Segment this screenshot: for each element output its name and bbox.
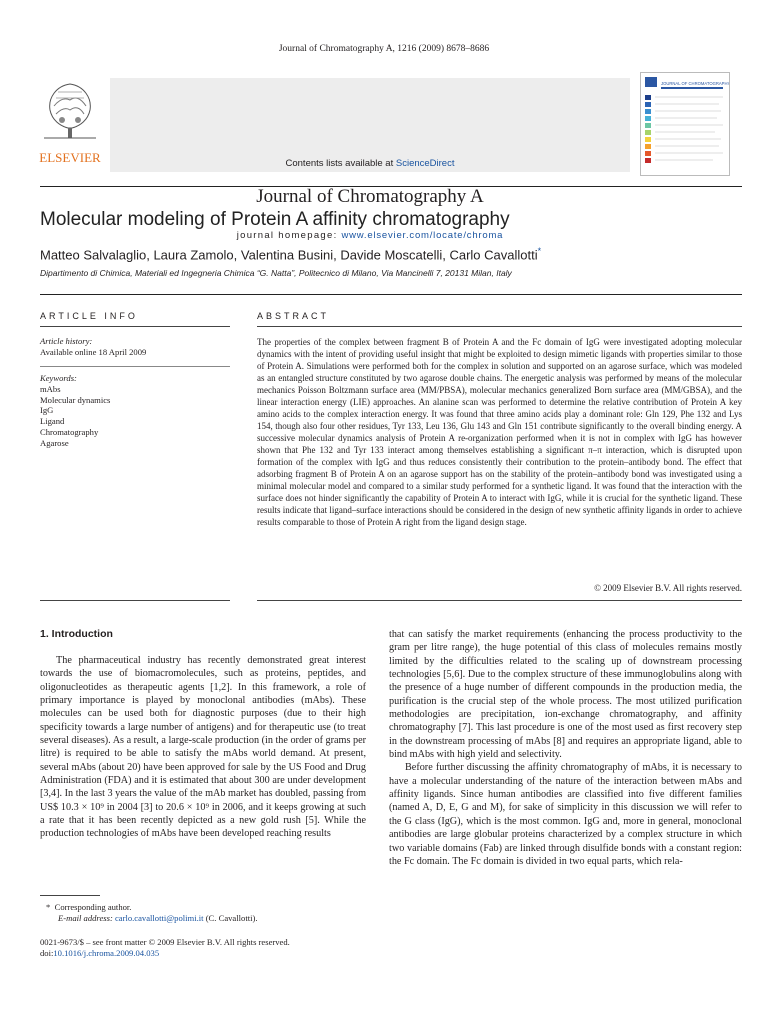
article-info-rule [40, 326, 230, 327]
info-rule [40, 294, 742, 295]
abstract-rule [257, 326, 742, 327]
footnote-rule [40, 895, 100, 896]
article-history [40, 336, 240, 358]
doi-link[interactable]: 10.1016/j.chroma.2009.04.035 [53, 947, 160, 958]
sciencedirect-link[interactable]: ScienceDirect [395, 158, 455, 169]
intro-left-column [40, 654, 366, 841]
footnote-corresponding-text: Corresponding author. [54, 902, 132, 912]
abstract-heading: ABSTRACT [257, 311, 330, 321]
history-label: Article history: [40, 336, 93, 346]
cover-title: JOURNAL OF CHROMATOGRAPHY A [661, 81, 729, 86]
header-rule [40, 186, 742, 187]
abstract-bottom-rule [257, 600, 742, 601]
info-bottom-rule [40, 600, 230, 601]
journal-cover-image [640, 72, 730, 176]
contents-prefix: Contents lists available at [285, 158, 396, 169]
keyword-item: Chromatography [40, 426, 99, 437]
abstract-text: The properties of the complex between fragment B of Protein A and the Fc domain of IgG were investigated adopting molecular dynamics with the intent of providing useful insight that might be exploited to design mimetic ligands with properties similar to those of Protein A. Simulations were performed both for the complex in solution and supported on an agarose surface, which was modeled as an entangled structure constituted by two agarose double chains. The energetic analysis was performed by means of the molecular mechanics Poisson Boltzmann surface area (MM/PBSA), molecular mechanics generalized Born surface area (MM/GBSA), and the linear interaction energy (LIE) approaches. An alanine scan was performed to determine the relative contribution of Protein A key amino acids to the complex interaction energy. It was found that three amino acids play a dominant role: Gln 129, Phe 132 and Lys 154, though also four other residues, Tyr 133, Leu 136, Glu 143 and Gln 151 contribute significantly to the overall binding energy. A successive molecular dynamics analysis of Protein A re-organization performed when it is not in complex with IgG has however shown that Phe 132 and Tyr 133 interact among themselves establishing a significant π–π interaction, which is disrupted upon formation of the complex with IgG and thus reduces consistently their contribution to the protein–antibody bond. The effect that adsorbing fragment B of Protein A on an agarose support has on the stability of the protein–antibody bond was investigated using a minimal molecular model and compared to a similar study performed for a synthetic ligand. It was found that the interaction with the surface does not hinder significantly the capability of Protein A to interact with IgG, while it is crucial for the synthetic ligand. These results indicate that ligand–surface interactions should be considered in the design of new synthetic affinity ligands in order to achieve results comparable to those of Protein A right from the ligand design stage. [257, 337, 742, 527]
authors-text: Matteo Salvalaglio, Laura Zamolo, Valentina Busini, Davide Moscatelli, Carlo Cavallotti [40, 247, 538, 263]
journal-citation: Journal of Chromatography A, 1216 (2009) 8678–8686 [278, 44, 490, 54]
email-link[interactable]: carlo.cavallotti@polimi.it [114, 912, 204, 923]
intro-paragraph-2: that can satisfy the market requirements (enhancing the process productivity to the gram per litre range), the huge potential of this class of molecules remains mostly limited by the difficulties related to the scaling up of downstream processing technologies [5,6]. Due to the complex structure of these immunoglobulins along with the presence of a huge number of different compounds in the production media, the purification is the crucial step of the whole process. The most utilized purification methodologies are precipitation, ion-exchange chromatography, and affinity chromatography [7]. This last procedure is one of the most used as first recovery step in the downstream processing of mAbs [8] and requires an appropriate ligand, able to bind mAbs with high yield and selectivity. [389, 629, 742, 761]
footer-info [40, 937, 380, 959]
keyword-item: IgG [40, 405, 54, 416]
intro-paragraph-1: The pharmaceutical industry has recently demonstrated great interest towards the use of biomacromolecules, such as proteins, peptides, and oligonucleotides as therapeutic agents [1,2]. In this framework, a role of primary importance is played by monoclonal antibodies (mAbs). These molecules can be used both for diagnostic purposes (due to their high specificity towards a large number of antigens) and for therapeutic use (to treat several diseases). As a result, a large-scale production (in the order of grams per litre) is required to be able to satisfy the mAbs world demand. At present, several mAbs (about 20) have been approved for sale by the US Food and Drug Administration (FDA) and it is estimated that about 300 are under development [3,4]. In the last 3 years the value of the mAb market has doubled, passing from US$ 10.3 × 10⁹ in 2004 [3] to 20.6 × 10⁹ in 2006, and it keeps growing at such a rate that it has been recently depicted as a new gold rush [5]. While the production technologies of mAbs have been developed reaching results [40, 655, 366, 840]
footnote-mark: * [46, 902, 51, 912]
keyword-item: mAbs [40, 383, 61, 394]
corresponding-author-mark[interactable]: * [537, 246, 542, 256]
elsevier-logo [38, 76, 102, 171]
affiliation: Dipartimento di Chimica, Materiali ed Ingegneria Chimica “G. Natta”, Politecnico di Milano, Via Mancinelli 7, 20131 Milan, Italy [40, 268, 512, 278]
keyword-item: Molecular dynamics [40, 394, 111, 405]
history-value: Available online 18 April 2009 [40, 346, 147, 357]
email-suffix: (C. Cavallotti). [203, 912, 258, 923]
keywords-label: Keywords: [40, 373, 77, 383]
copyright-line: © 2009 Elsevier B.V. All rights reserved. [594, 583, 742, 593]
homepage-prefix: journal homepage: [236, 230, 342, 241]
keywords-rule [40, 366, 230, 367]
journal-title: Journal of Chromatography A [256, 186, 484, 207]
publisher-wordmark: ELSEVIER [39, 150, 101, 165]
section-heading-introduction: 1. Introduction [40, 628, 113, 640]
article-title: Molecular modeling of Protein A affinity chromatography [40, 209, 510, 230]
homepage-link[interactable]: www.elsevier.com/locate/chroma [341, 230, 504, 241]
issn-line: 0021-9673/$ – see front matter © 2009 Elsevier B.V. All rights reserved. [40, 937, 290, 947]
article-info-heading: ARTICLE INFO [40, 311, 138, 321]
footnote-corresponding [46, 902, 366, 924]
homepage-line [110, 230, 630, 241]
doi-label: doi: [40, 947, 54, 958]
email-label: E-mail address: [58, 912, 115, 923]
intro-paragraph-3: Before further discussing the affinity chromatography of mAbs, it is necessary to have a molecular understanding of the nature of the interaction between mAbs and affinity ligands. Since human antibodies are classified into five different families (named A, D, E, G and M), for sake of simplicity in this discussion we will refer to the G class (IgG), which is the most common. IgG and, more in general, monoclonal antibodies are large globular proteins characterized by a complex structure in which two variable domains (Fab) are linked through disulfide bonds with a constant region: the Fc domain. The Fc domain is divided in two equal parts, which rela- [389, 762, 742, 867]
contents-line [110, 158, 630, 169]
keyword-item: Ligand [40, 416, 65, 427]
author-list [40, 246, 541, 262]
keyword-item: Agarose [40, 437, 69, 448]
keywords-block [40, 373, 240, 449]
intro-right-column [389, 628, 742, 868]
